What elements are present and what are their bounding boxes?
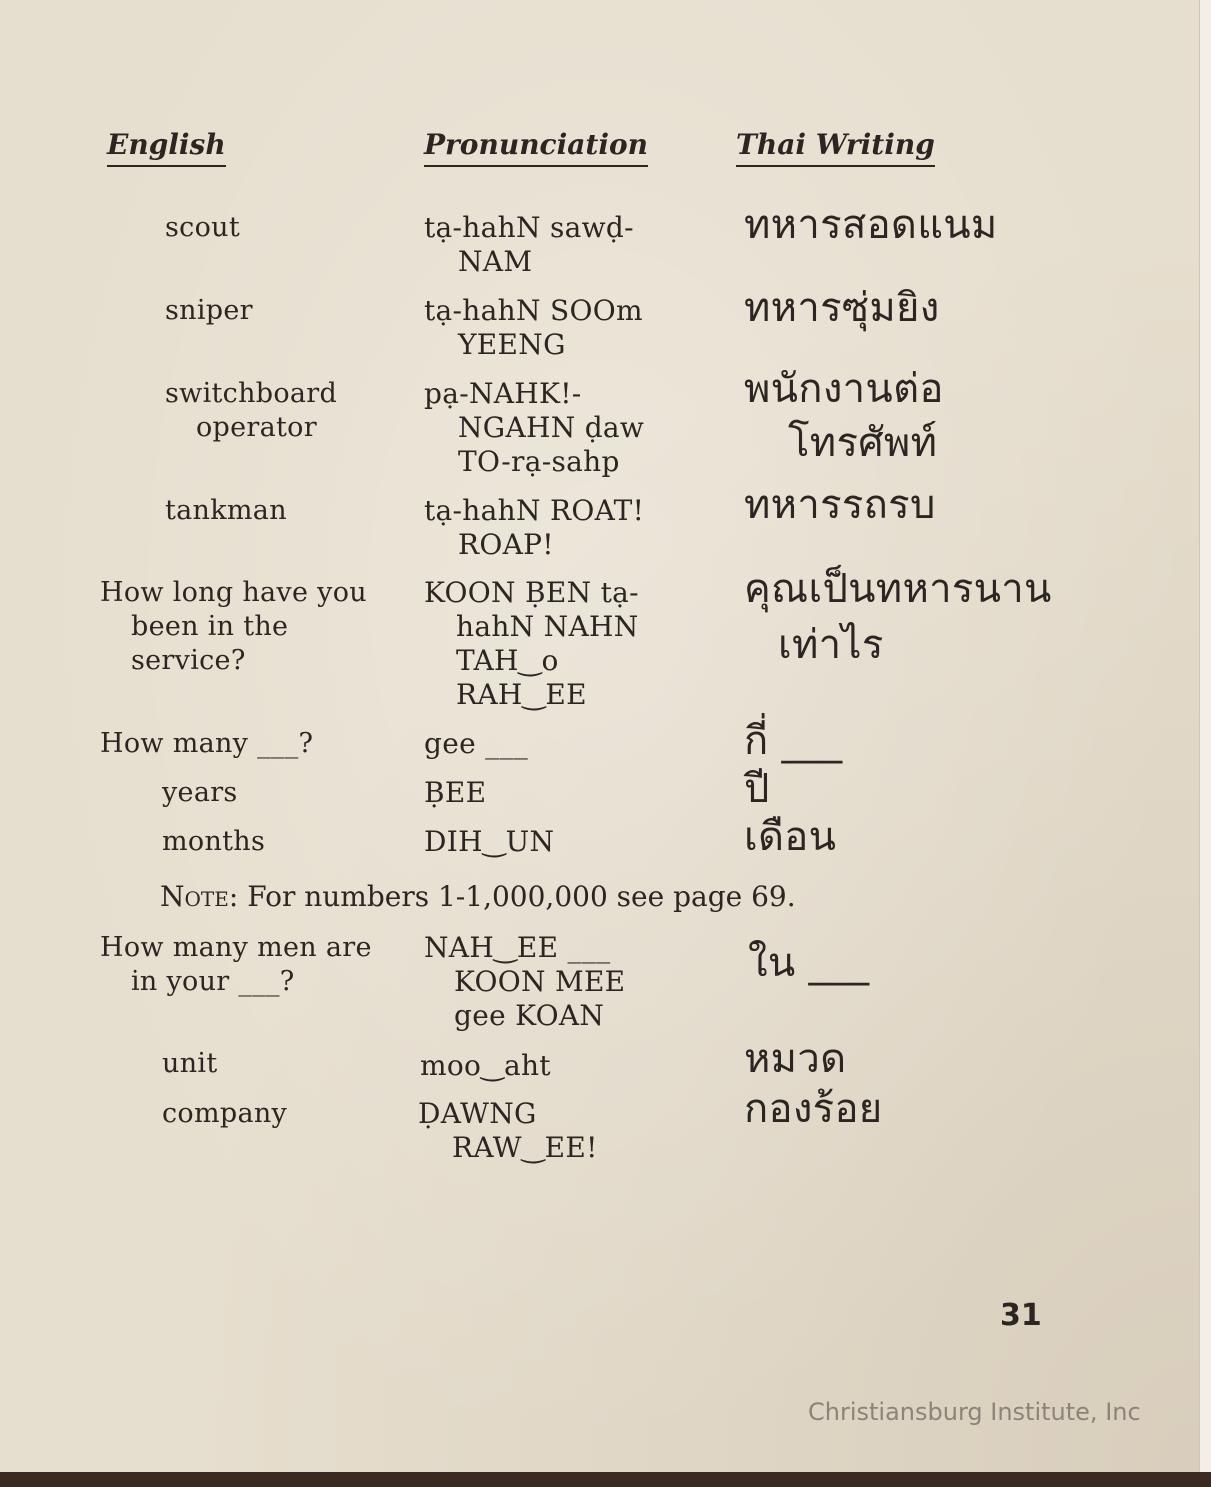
thai-writing: ใน ___ <box>748 940 870 986</box>
thai-writing: ทหารสอดแนม <box>744 202 998 248</box>
thai-writing: เท่าไร <box>778 622 884 668</box>
english-term: sniper <box>165 295 253 326</box>
english-term: operator <box>196 412 317 443</box>
pronunciation-line: TO-rạ-sahp <box>458 445 620 478</box>
pronunciation-line: KOON ḄEN tạ- <box>424 576 639 609</box>
pronunciation-line: moo‿aht <box>420 1049 551 1082</box>
pronunciation-line: RAH‿EE <box>456 678 587 711</box>
page-edge <box>1199 0 1211 1487</box>
pronunciation-line: ROAP! <box>458 528 554 561</box>
pronunciation-line: TAH‿o <box>456 644 559 677</box>
english-phrase: How long have you <box>100 577 367 608</box>
page-bottom-shadow <box>0 1472 1211 1487</box>
english-term: unit <box>162 1048 218 1079</box>
pronunciation-line: YEENG <box>458 328 566 361</box>
pronunciation-line: DIH‿UN <box>424 825 555 858</box>
pronunciation-line: ḄEE <box>424 776 487 809</box>
thai-writing: ปี <box>744 766 770 812</box>
note-text: For numbers 1-1,000,000 see page 69. <box>247 880 796 913</box>
header-thai-writing: Thai Writing <box>736 128 935 167</box>
english-term: months <box>162 826 266 857</box>
note <box>160 880 796 914</box>
english-phrase: in your ___? <box>131 966 295 997</box>
pronunciation-line: hahN NAHN <box>456 610 639 643</box>
pronunciation-line: RAW‿EE! <box>452 1131 598 1164</box>
thai-writing: ทหารซุ่มยิง <box>744 285 940 331</box>
thai-writing: โทรศัพท์ <box>788 420 938 466</box>
english-phrase: been in the <box>131 611 289 642</box>
english-term: company <box>162 1098 288 1129</box>
thai-writing: ทหารรถรบ <box>744 482 936 528</box>
pronunciation-line: gee KOAN <box>454 999 605 1032</box>
pronunciation-line: NGAHN ḍaw <box>458 411 645 444</box>
thai-writing: เดือน <box>744 814 837 860</box>
thai-writing: กี่ ___ <box>744 718 843 764</box>
watermark-credit: Christiansburg Institute, Inc <box>808 1398 1141 1426</box>
english-phrase: How many ___? <box>100 728 314 759</box>
thai-writing: กองร้อย <box>744 1086 883 1132</box>
english-term: tankman <box>165 495 287 526</box>
english-phrase: How many men are <box>100 932 372 963</box>
thai-writing: คุณเป็นทหารนาน <box>744 566 1052 612</box>
header-english: English <box>107 128 226 167</box>
english-term: years <box>162 777 238 808</box>
english-term: scout <box>165 212 240 243</box>
pronunciation-line: tạ-hahN SOOm <box>424 294 643 327</box>
pronunciation-line: NAM <box>458 245 533 278</box>
thai-writing: หมวด <box>744 1036 847 1082</box>
english-term: switchboard <box>165 378 338 409</box>
header-pronunciation: Pronunciation <box>424 128 648 167</box>
page-number: 31 <box>1000 1298 1042 1333</box>
pronunciation-line: NAH‿EE ___ <box>424 931 611 964</box>
pronunciation-line: pạ-NAHK!- <box>424 377 582 410</box>
english-phrase: service? <box>131 645 246 676</box>
pronunciation-line: gee ___ <box>424 727 529 760</box>
pronunciation-line: KOON MEE <box>454 965 626 998</box>
note-label: Note: <box>160 880 239 913</box>
pronunciation-line: tạ-hahN ROAT! <box>424 494 645 527</box>
pronunciation-line: ḌAWNG <box>418 1097 537 1130</box>
pronunciation-line: tạ-hahN sawḍ- <box>424 211 634 244</box>
thai-writing: พนักงานต่อ <box>744 366 944 412</box>
